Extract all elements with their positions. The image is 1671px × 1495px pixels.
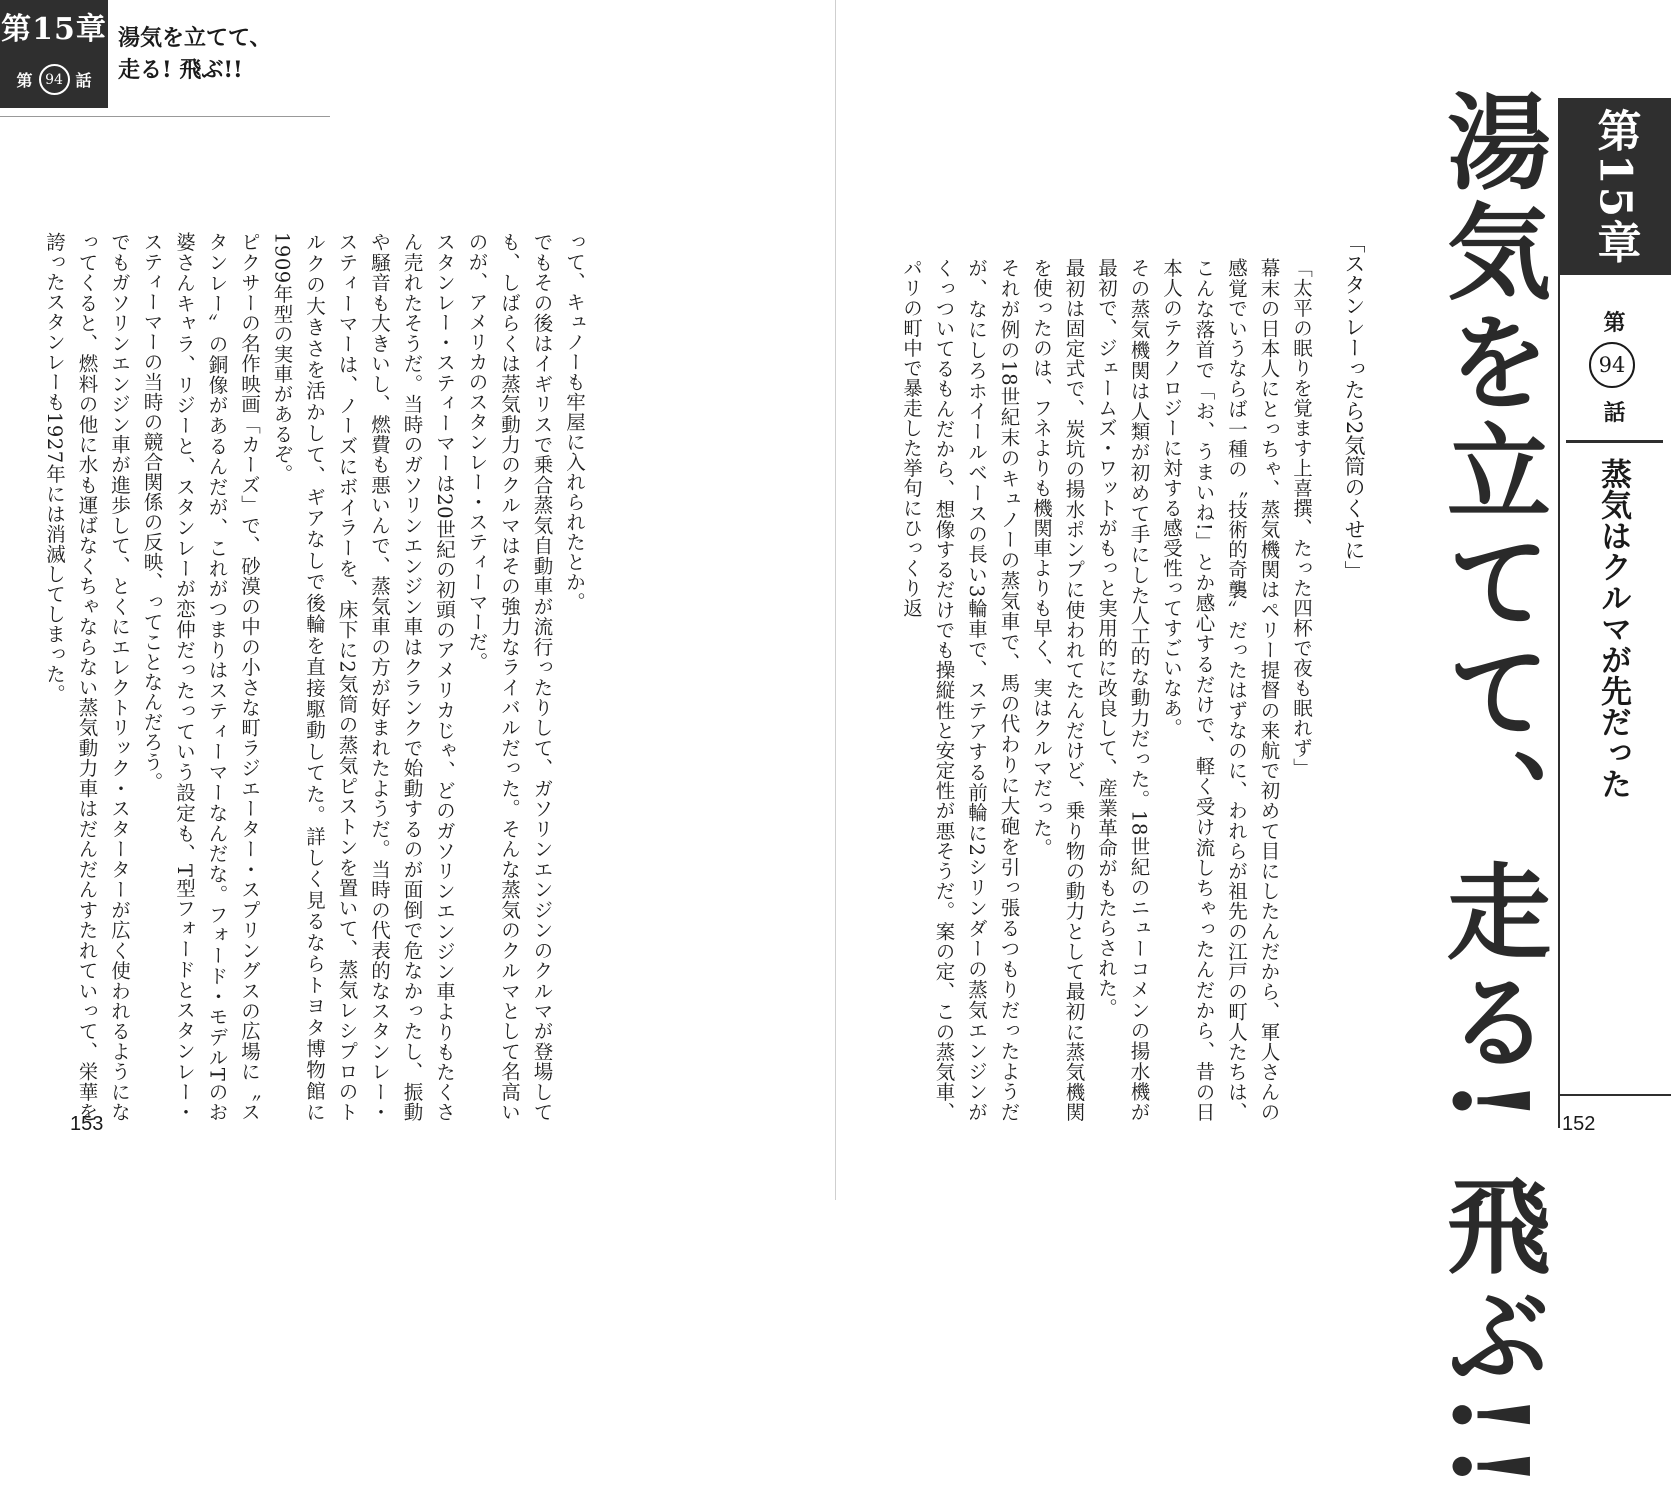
left-page [0,0,835,1200]
running-head-rule [0,116,330,117]
page-gutter [835,0,836,1200]
running-head-episode-prefix: 第 [16,71,33,90]
sidebar-episode-suffix: 話 [1603,401,1626,426]
running-head-chapter: 第15章 [1,12,107,47]
sidebar-chapter: 第15章 [1589,107,1641,266]
running-head-episode [0,64,108,95]
section-heading-quote: 「スタンレーったら2気筒のくせに」 [1342,232,1366,582]
running-head-episode-suffix: 話 [75,71,92,90]
running-head-chapter-box [0,0,108,108]
sidebar-chapter-box [1558,98,1671,275]
sidebar-episode-prefix: 第 [1603,311,1626,336]
running-head-episode-number: 94 [39,64,70,95]
running-head-title: 湯気を立てて、 走る! 飛ぶ!! [118,25,272,83]
page-number-left: 153 [70,1113,104,1135]
page-number-right: 152 [1562,1113,1596,1135]
sidebar-episode-number: 94 [1589,342,1635,388]
left-body-text: って、キュノーも牢屋に入れられたとか。 でもその後はイギリスで乗合蒸気自動車が流行ったりして、ガソリンエンジンのクルマが登場しても、しばらくは蒸気動力のクルマはその強力なライバルだった。そんな蒸気のクルマとして名高いのが、アメリカのスタンレー・スティーマーだ。 スタンレー・スティーマーは20世紀の初頭のアメリカじゃ、どのガソリンエンジン車よりもたくさん売れたそうだ。当時のガソリンエンジン車はクランクで始動するのが面倒で危なかったし、振動や騒音も大きいし、燃費も悪いんで、蒸気車の方が好まれたようだ。当時の代表的なスタンレー・スティーマーは、ノーズにボイラーを、床下に2気筒の蒸気ピストンを置いて、蒸気レシプロのトルクの大きさを活かして、ギアなしで後輪を直接駆動してた。詳しく見るならトヨタ博物館に1909年型の実車があるぞ。 ピクサーの名作映画「カーズ」で、砂漠の中の小さな町ラジエーター・スプリングスの広場に〝スタンレー〟の銅像があるんだが、これがつまりはスティーマーなんだな。フォード・モデルTのお婆さんキャラ、リジーと、スタンレーが恋仲だったっていう設定も、T型フォードとスタンレー・スティーマーの当時の競合関係の反映、ってことなんだろう。 でもガソリンエンジン車が進歩して、とくにエレクトリック・スターターが広く使われるようになってくると、燃料の他に水も運ばなくちゃならない蒸気動力車はだんだんすたれていって、栄華を誇ったスタンレーも1927年には消滅してしまった。 [43,232,586,1122]
sidebar-rule [1566,440,1663,443]
chapter-big-title: 湯気を立てて、走る! 飛ぶ!! [1429,88,1552,1495]
sidebar-subtitle: 蒸気はクルマが先だった [1595,458,1631,799]
sidebar-bottom-rule [1558,1094,1671,1096]
right-body-text: 「太平の眠りを覚ます上喜撰、たった四杯で夜も眠れず」 幕末の日本人にとっちゃ、蒸気機関はペリー提督の来航で初めて目にしたんだから、軍人さんの感覚でいうならば一種の〝技術的奇襲〟だったはずなのに、われらが祖先の江戸の町人たちは、こんな落首で「お、うまいね!」とか感心するだけで、軽く受け流しちゃったんだから、昔の日本人のテクノロジーに対する感受性ってすごいなあ。 その蒸気機関は人類が初めて手にした人工的な動力だった。18世紀のニューコメンの揚水機が最初で、ジェームズ・ワットがもっと実用的に改良して、産業革命がもたらされた。 最初は固定式で、炭坑の揚水ポンプに使われてたんだけど、乗り物の動力として最初に蒸気機関を使ったのは、フネよりも機関車よりも早く、実はクルマだった。 それが例の18世紀末のキュノーの蒸気車で、馬の代わりに大砲を引っ張るつもりだったようだが、なにしろホイールベースの長い3輪車で、ステアする前輪に2シリンダーの蒸気エンジンがくっついてるもんだから、想像するだけでも操縦性と安定性が悪そうだ。案の定、この蒸気車、パリの町中で暴走した挙句にひっくり返 [900,258,1313,1122]
